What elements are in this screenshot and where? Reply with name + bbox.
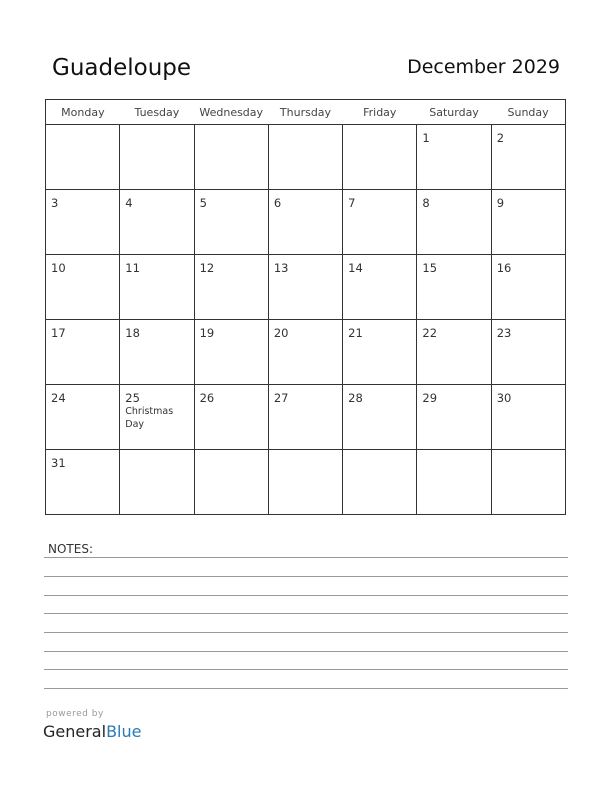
calendar-day-cell xyxy=(46,385,120,450)
calendar-day-cell xyxy=(491,190,565,255)
calendar-day-cell xyxy=(343,255,417,320)
note-line xyxy=(44,557,568,558)
day-number: 30 xyxy=(496,391,512,405)
weekday-wednesday: Wednesday xyxy=(194,100,268,125)
calendar-day-cell xyxy=(194,190,268,255)
calendar-week-row xyxy=(46,320,566,385)
calendar-day-cell xyxy=(46,320,120,385)
day-number: 11 xyxy=(125,261,140,275)
day-number: 1 xyxy=(422,131,430,145)
day-number: 4 xyxy=(125,196,133,210)
calendar-day-cell xyxy=(417,450,491,515)
day-number: 15 xyxy=(422,261,438,275)
notes-label: NOTES: xyxy=(48,542,93,556)
calendar-day-cell xyxy=(120,450,194,515)
calendar-day-cell xyxy=(120,385,194,450)
day-number: 5 xyxy=(199,196,207,210)
calendar-day-cell xyxy=(194,320,268,385)
note-line xyxy=(44,688,568,689)
day-number: 20 xyxy=(273,326,289,340)
calendar-day-cell xyxy=(120,125,194,190)
calendar-day-cell xyxy=(491,450,565,515)
day-number: 8 xyxy=(422,196,430,210)
calendar-day-cell xyxy=(46,450,120,515)
day-number: 29 xyxy=(422,391,438,405)
day-number: 25 xyxy=(125,391,140,405)
day-number: 27 xyxy=(273,391,289,405)
calendar-day-cell xyxy=(491,385,565,450)
calendar-day-cell xyxy=(417,320,491,385)
day-number: 3 xyxy=(51,196,59,210)
calendar-day-cell xyxy=(343,190,417,255)
calendar-week-row xyxy=(46,255,566,320)
calendar-week-row xyxy=(46,190,566,255)
day-number: 26 xyxy=(199,391,215,405)
weekday-saturday: Saturday xyxy=(417,100,491,125)
calendar-day-cell xyxy=(417,255,491,320)
note-line xyxy=(44,651,568,652)
weekday-tuesday: Tuesday xyxy=(120,100,194,125)
brand-general: General xyxy=(43,722,107,741)
weekday-thursday: Thursday xyxy=(268,100,342,125)
calendar-day-cell xyxy=(194,125,268,190)
country-title: Guadeloupe xyxy=(52,55,192,81)
calendar-day-cell xyxy=(120,320,194,385)
calendar-day-cell xyxy=(417,125,491,190)
calendar-day-cell xyxy=(194,255,268,320)
calendar-day-cell xyxy=(268,385,342,450)
calendar-day-cell xyxy=(417,190,491,255)
day-number: 6 xyxy=(273,196,282,210)
calendar-week-row xyxy=(46,385,566,450)
calendar-day-cell xyxy=(194,385,268,450)
day-number: 21 xyxy=(348,326,363,340)
brand-blue: Blue xyxy=(106,722,142,741)
calendar-grid xyxy=(45,99,566,515)
day-number: 31 xyxy=(51,456,66,470)
day-number: 19 xyxy=(199,326,215,340)
calendar-day-cell xyxy=(46,125,120,190)
calendar-day-cell xyxy=(268,450,342,515)
calendar-day-cell xyxy=(491,125,565,190)
day-number: 2 xyxy=(496,131,505,145)
calendar-week-row xyxy=(46,450,566,515)
day-number: 17 xyxy=(51,326,66,340)
powered-by-text: powered by xyxy=(46,709,104,719)
weekday-sunday: Sunday xyxy=(491,100,565,125)
calendar-body xyxy=(46,125,566,515)
month-year-title: December 2029 xyxy=(407,56,560,78)
calendar-day-cell xyxy=(343,125,417,190)
day-number: 24 xyxy=(51,391,66,405)
calendar-day-cell xyxy=(268,125,342,190)
calendar-day-cell xyxy=(268,255,342,320)
day-number: 22 xyxy=(422,326,438,340)
note-line xyxy=(44,595,568,596)
day-number: 7 xyxy=(348,196,356,210)
weekday-header-row xyxy=(46,100,566,125)
calendar-day-cell xyxy=(120,255,194,320)
day-number: 18 xyxy=(125,326,140,340)
note-line xyxy=(44,632,568,633)
calendar-day-cell xyxy=(120,190,194,255)
note-line xyxy=(44,576,568,577)
day-number: 13 xyxy=(273,261,289,275)
day-number: 28 xyxy=(348,391,363,405)
calendar-day-cell xyxy=(268,320,342,385)
day-number: 10 xyxy=(51,261,66,275)
day-number: 16 xyxy=(496,261,512,275)
note-line xyxy=(44,613,568,614)
day-number: 9 xyxy=(496,196,505,210)
note-line xyxy=(44,669,568,670)
calendar-day-cell xyxy=(417,385,491,450)
day-number: 14 xyxy=(348,261,363,275)
day-number: 23 xyxy=(496,326,512,340)
calendar-day-cell xyxy=(343,450,417,515)
weekday-monday: Monday xyxy=(46,100,120,125)
calendar-day-cell xyxy=(268,190,342,255)
brand-logo[interactable] xyxy=(43,722,141,741)
calendar-day-cell xyxy=(491,255,565,320)
calendar-day-cell xyxy=(46,190,120,255)
weekday-friday: Friday xyxy=(343,100,417,125)
holiday-label: Christmas Day xyxy=(125,406,174,430)
calendar-day-cell xyxy=(194,450,268,515)
calendar-day-cell xyxy=(343,320,417,385)
calendar-day-cell xyxy=(343,385,417,450)
day-number: 12 xyxy=(199,261,215,275)
calendar-week-row xyxy=(46,125,566,190)
calendar-day-cell xyxy=(46,255,120,320)
calendar-day-cell xyxy=(491,320,565,385)
